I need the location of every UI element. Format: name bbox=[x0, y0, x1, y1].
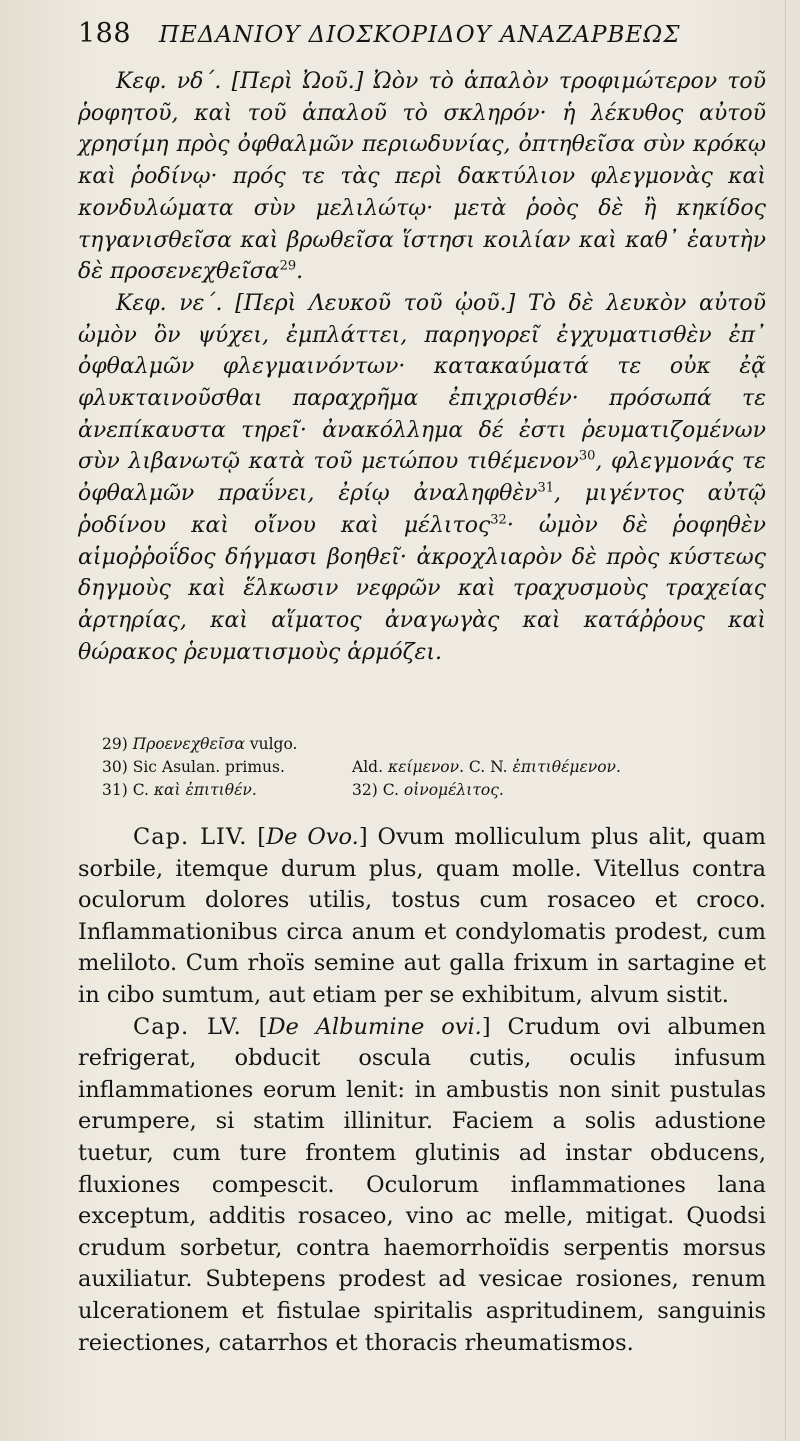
chapter-body: · ὠμὸν δὲ ῥοφηθὲν αἱμοῤῥοΐδος δήγμασι βοηθεῖ· ἀκροχλιαρὸν δὲ πρὸς κύστεως δηγμοὺς καὶ ἕλκωσιν νεφρῶν καὶ τραχυσμοὺς τραχείας ἀρτηρίας, καὶ αἵματος ἀναγωγὰς καὶ κατάῤῥους καὶ θώρακος ῥευματισμοὺς ἁρμόζει. bbox=[78, 512, 766, 665]
latin-chapter-55: Cap. LV. [De Albumine ovi.] Crudum ovi albumen refrigerat, obducit oscula cutis, oculis infusum inflammationes eorum lenit: in ambustis non sinit pustulas erumpere, si statim illinitur. Faciem a solis adustione tuetur, cum ture frontem glutinis ad instar obducens, fluxiones compescit. Oculorum inflammationes lana exceptum, additis rosaceo, vino ac melle, mitigat. Quodsi crudum sorbetur, contra haemorrhoïdis serpentis morsus auxiliatur. Subtepens prodest ad vesicae rosiones, renum ulcerationem et fistulae spiritalis aspritudinem, sanguinis reiectiones, catarrhos et thoracis rheumatismos. bbox=[78, 1013, 767, 1356]
footnote-word: οἰνομέλιτος. bbox=[403, 781, 504, 799]
footnote-ref: 32 bbox=[490, 512, 507, 528]
chapter-number: Cap. LV. bbox=[133, 1013, 242, 1040]
footnote-text: vulgo. bbox=[244, 735, 298, 753]
footnote-text: Sic Asulan. primus. bbox=[127, 758, 285, 776]
footnote-number: 31) bbox=[102, 781, 128, 799]
chapter-number: Κεφ. νδ΄. bbox=[116, 69, 222, 94]
footnote-word: καὶ ἐπιτιθέν. bbox=[153, 781, 257, 799]
latin-chapter-54: Cap. LIV. [De Ovo.] Ovum molliculum plus alit, quam sorbile, itemque durum plus, quam molle. Vitellus contra oculorum dolores utilis, tostus cum rosaceo et croco. Inflammationibus circa anum et condylomatis prodest, cum meliloto. Cum rhoïs semine aut galla frixum in sartagine et in cibo sumtum, aut etiam per se exhibitum, alvum sistit. bbox=[78, 824, 766, 1008]
greek-text bbox=[78, 66, 766, 668]
greek-chapter-54 bbox=[78, 66, 766, 288]
chapter-title: De Ovo. bbox=[266, 824, 359, 850]
page-number: 188 bbox=[78, 18, 132, 49]
footnote-number: 30) bbox=[102, 758, 128, 776]
footnote-ref: 31 bbox=[537, 480, 555, 496]
footnote-word: κείμενον. bbox=[387, 758, 464, 776]
footnote-number: 32) bbox=[352, 781, 378, 799]
chapter-title: De Albumine ovi. bbox=[267, 1013, 482, 1040]
footnote-ref: 30 bbox=[578, 449, 596, 465]
footnote-text: C. N. bbox=[464, 758, 513, 776]
chapter-number: Cap. LIV. bbox=[133, 824, 248, 850]
footnote-word: Προενεχθεῖσα bbox=[132, 735, 245, 753]
footnote-text: Ald. bbox=[352, 758, 388, 776]
page-edge bbox=[785, 0, 786, 1441]
greek-chapter-55 bbox=[78, 288, 766, 668]
chapter-number: Κεφ. νε΄. bbox=[116, 290, 223, 316]
footnotes bbox=[102, 733, 762, 802]
chapter-title: [Περὶ Λευκοῦ τοῦ ᾠοῦ.] bbox=[235, 290, 516, 316]
running-title: ΠΕΔΑΝΙΟΥ ΔΙΟΣΚΟΡΙΔΟΥ ΑΝΑΖΑΡΒΕΩΣ bbox=[159, 22, 681, 48]
chapter-end: . bbox=[296, 259, 304, 285]
footnote-number: 29) bbox=[102, 735, 128, 753]
footnote-29 bbox=[102, 733, 762, 756]
footnote-text: C. bbox=[377, 781, 404, 799]
footnote-text: C. bbox=[127, 781, 154, 799]
chapter-title: [Περὶ Ὠοῦ.] bbox=[231, 69, 364, 94]
running-header bbox=[78, 18, 758, 66]
chapter-body: Ὠὸν τὸ ἁπαλὸν τροφιμώτερον τοῦ ῥοφητοῦ, καὶ τοῦ ἁπαλοῦ τὸ σκληρόν· ἡ λέκυθος αὐτοῦ χρησίμη πρὸς ὀφθαλμῶν περιωδυνίας, ὀπτηθεῖσα σὺν κρόκῳ καὶ ῥοδίνῳ· πρός τε τὰς περὶ δακτύλιον φλεγμονὰς καὶ κονδυλώματα σὺν μελιλώτῳ· μετὰ ῥοὸς δὲ ἢ κηκίδος τηγανισθεῖσα καὶ βρωθεῖσα ἵστησι κοιλίαν καὶ καθ᾽ ἑαυτὴν δὲ προσενεχθεῖσα bbox=[78, 69, 767, 285]
footnote-ref: 29 bbox=[279, 258, 297, 274]
footnote-30 bbox=[102, 756, 762, 779]
latin-text bbox=[78, 822, 766, 1359]
chapter-body: Ovum molliculum plus alit, quam sorbile, itemque durum plus, quam molle. Vitellus contra oculorum dolores utilis, tostus cum rosaceo et croco. Inflammationibus circa anum et condylomatis prodest, cum meliloto. Cum rhoïs semine aut galla frixum in sartagine et in cibo sumtum, aut etiam per se exhibitum, alvum sistit. bbox=[78, 824, 766, 1008]
footnote-word: ἐπιτιθέμενον. bbox=[512, 758, 621, 776]
footnote-31-32 bbox=[102, 779, 762, 802]
chapter-body: , φλεγμονάς τε ὀφθαλμῶν πραΰνει, ἐρίῳ ἀναληφθὲν bbox=[78, 449, 766, 507]
chapter-body: Crudum ovi albumen refrigerat, obducit oscula cutis, oculis infusum inflammationes eorum lenit: in ambustis non sinit pustulas erumpere, si statim illinitur. Faciem a solis adustione tuetur, cum ture frontem glutinis ad instar obducens, fluxiones compescit. Oculorum inflammationes lana exceptum, additis rosaceo, vino ac melle, mitigat. Quodsi crudum sorbetur, contra haemorrhoïdis serpentis morsus auxiliatur. Subtepens prodest ad vesicae rosiones, renum ulcerationem et fistulae spiritalis aspritudinem, sanguinis reiectiones, catarrhos et thoracis rheumatismos. bbox=[78, 1013, 767, 1356]
chapter-body: , μιγέντος αὐτῷ ῥοδίνου καὶ οἴνου καὶ μέλιτος bbox=[78, 481, 766, 538]
chapter-body: Τὸ δὲ λευκὸν αὐτοῦ ὠμὸν ὂν ψύχει, ἐμπλάττει, παρηγορεῖ ἐγχυματισθὲν ἐπ᾽ ὀφθαλμῶν φλεγμαινόντων· κατακαύματά τε οὐκ ἐᾷ φλυκταινοῦσθαι παραχρῆμα ἐπιχρισθέν· πρόσωπά τε ἀνεπίκαυστα τηρεῖ· ἀνακόλλημα δέ ἐστι ῥευματιζομένων σὺν λιβανωτῷ κατὰ τοῦ μετώπου τιθέμενον bbox=[78, 290, 767, 475]
